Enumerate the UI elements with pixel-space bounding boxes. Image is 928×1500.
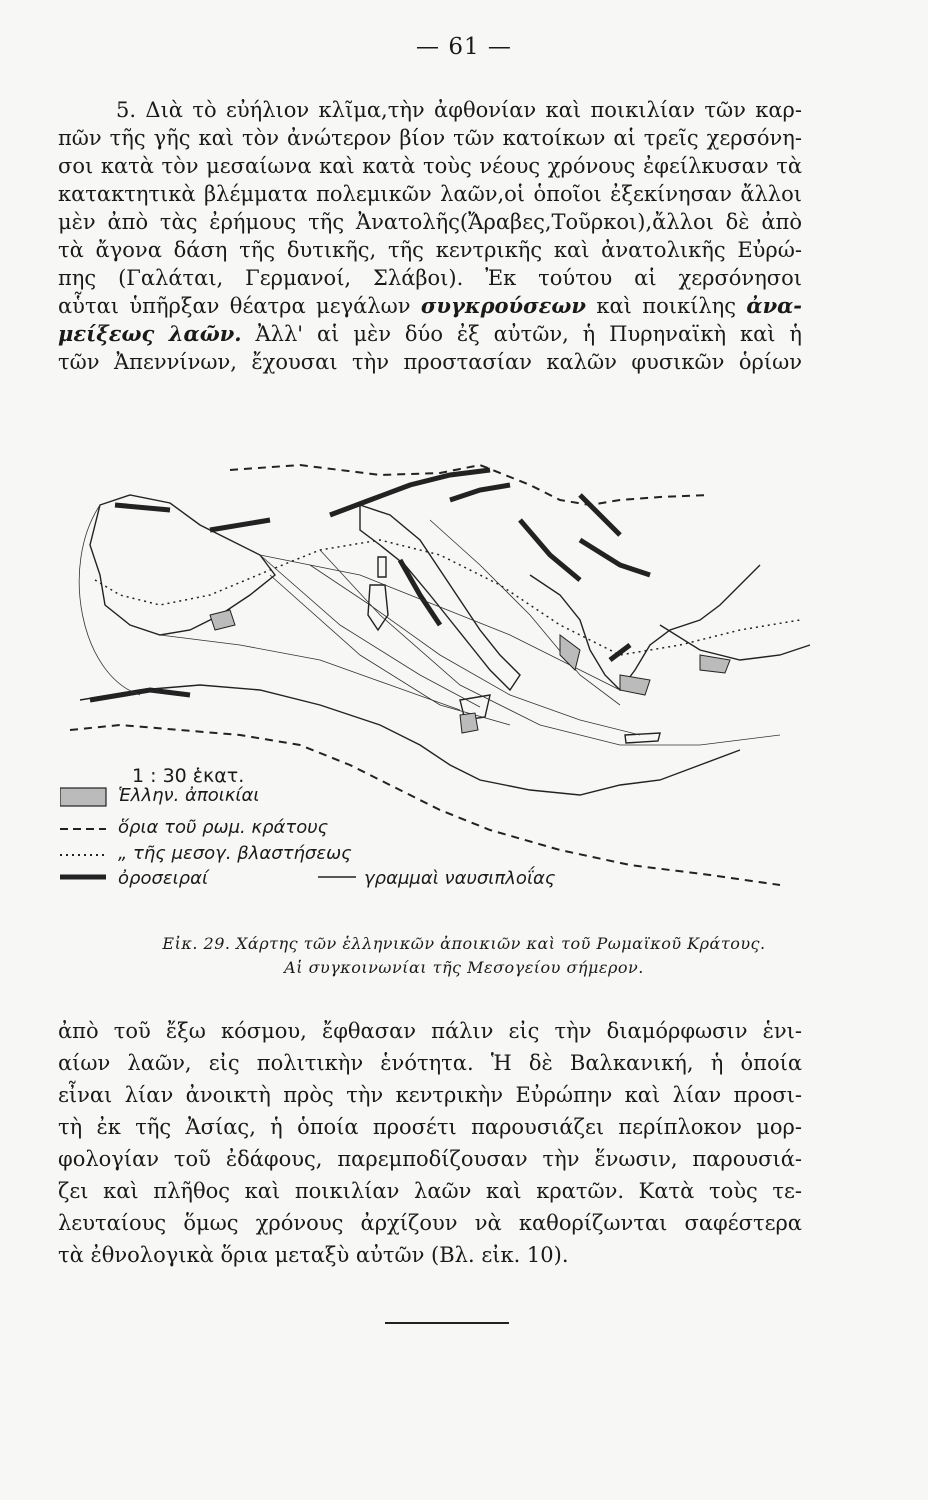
text-run: αὗται ὑπῆρξαν θέατρα μεγάλων	[58, 294, 421, 318]
text-line: αίων λαῶν, εἰς πολιτικὴν ἑνότητα. Ἡ δὲ Βαλκανική, ἡ ὁποία	[58, 1051, 802, 1075]
mountain-range	[400, 560, 440, 625]
mountain-range	[610, 645, 630, 660]
figure-caption-subtitle: Αἱ συγκοινωνίαι τῆς Μεσογείου σήμερον.	[284, 958, 644, 977]
legend-mountains: ὀροσειραί	[118, 868, 209, 889]
mountain-range	[520, 520, 580, 580]
text-line: μὲν ἀπὸ τὰς ἐρήμους τῆς Ἀνατολῆς(Ἄραβες,Τοῦρκοι),ἄλλοι δὲ ἀπὸ	[58, 210, 802, 234]
text-line: πης (Γαλάται, Γερμανοί, Σλάβοι). Ἐκ τούτου αἱ χερσόνησοι	[58, 266, 802, 290]
legend-vegetation-border: „ τῆς μεσογ. βλαστήσεως	[118, 843, 352, 864]
text-line: ἀπὸ τοῦ ἔξω κόσμου, ἔφθασαν πάλιν εἰς τὴν διαμόρφωσιν ἑνι-	[58, 1019, 802, 1043]
crete	[625, 733, 660, 743]
page-number: — 61 —	[416, 34, 512, 60]
text-line: κατακτητικὰ βλέμματα πολεμικῶν λαῶν,οἱ ὁποῖοι ἐξεκίνησαν ἄλλοι	[58, 182, 802, 206]
text-run: καὶ ποικίλης	[585, 294, 747, 318]
figure-caption: Εἰκ. 29. Χάρτης τῶν ἑλληνικῶν ἀποικιῶν καὶ τοῦ Ρωμαϊκοῦ Κράτους.	[162, 934, 766, 953]
text-line: τὰ ἐθνολογικὰ ὅρια μεταξὺ αὐτῶν (Βλ. εἰκ. 10).	[58, 1243, 569, 1267]
mountain-range	[450, 485, 510, 500]
text-line: 5. Διὰ τὸ εὐήλιον κλῖμα,τὴν ἀφθονίαν καὶ ποικιλίαν τῶν καρ-	[116, 98, 802, 122]
bold-term: ἀνα-	[746, 293, 803, 318]
section-divider	[385, 1322, 509, 1324]
mountain-range	[580, 540, 650, 575]
mountain-range	[115, 505, 170, 510]
bold-term: συγκρούσεων	[420, 293, 586, 318]
iberia-coast	[90, 495, 275, 635]
paragraph-2	[58, 1015, 802, 1271]
text-line: τὰ ἄγονα δάση τῆς δυτικῆς, τῆς κεντρικῆς καὶ ἀνατολικῆς Εὐρώ-	[58, 238, 802, 262]
vegetation-border	[95, 540, 800, 655]
map-scale: 1 : 30 ἑκατ.	[132, 765, 245, 787]
legend-shipping-lanes: γραμμαὶ ναυσιπλοΐας	[364, 868, 556, 889]
text-line: σοι κατὰ τὸν μεσαίωνα καὶ κατὰ τοὺς νέους χρόνους ἐφείλκυσαν τὰ	[58, 154, 802, 178]
legend-roman-border: ὅρια τοῦ ρωμ. κράτους	[118, 817, 329, 838]
shipping-lanes	[79, 505, 780, 745]
text-line: τὴ ἐκ τῆς Ἀσίας, ἡ ὁποία προσέτι παρουσιάζει περίπλοκον μορ-	[58, 1115, 802, 1139]
anatolia-coast	[660, 625, 810, 660]
text-line: εἶναι λίαν ἀνοικτὴ πρὸς τὴν κεντρικὴν Εὐρώπην καὶ λίαν προσι-	[58, 1083, 802, 1107]
text-line: πῶν τῆς γῆς καὶ τὸν ἀνώτερον βίον τῶν κατοίκων αἱ τρεῖς χερσόνη-	[58, 126, 802, 150]
text-line	[58, 320, 802, 348]
legend-hatch-symbol	[60, 788, 106, 806]
map-figure	[60, 445, 820, 915]
mountain-range	[210, 520, 270, 530]
text-line: τῶν Ἀπεννίνων, ἔχουσαι τὴν προστασίαν καλῶν φυσικῶν ὁρίων	[58, 350, 802, 374]
paragraph-1	[58, 96, 802, 376]
sardinia	[368, 585, 388, 630]
italy-coast	[360, 505, 520, 690]
greek-colonies	[210, 610, 730, 733]
text-run: Ἀλλ' αἱ μὲν δύο ἐξ αὐτῶν, ἡ Πυρηναϊκὴ καὶ ἡ	[241, 322, 803, 346]
bold-term: μείξεως λαῶν.	[58, 321, 242, 346]
text-line	[58, 292, 802, 320]
legend-greek-colonies: Ἑλλην. ἀποικίαι	[118, 785, 260, 806]
corsica	[378, 557, 386, 577]
text-line: φολογίαν τοῦ ἐδάφους, παρεμποδίζουσαν τὴν ἕνωσιν, παρουσιά-	[58, 1147, 802, 1171]
text-line: λευταίους ὅμως χρόνους ἀρχίζουν νὰ καθορίζωνται σαφέστερα	[58, 1211, 802, 1235]
text-line: ζει καὶ πλῆθος καὶ ποικιλίαν λαῶν καὶ κρατῶν. Κατὰ τοὺς τε-	[58, 1179, 802, 1203]
